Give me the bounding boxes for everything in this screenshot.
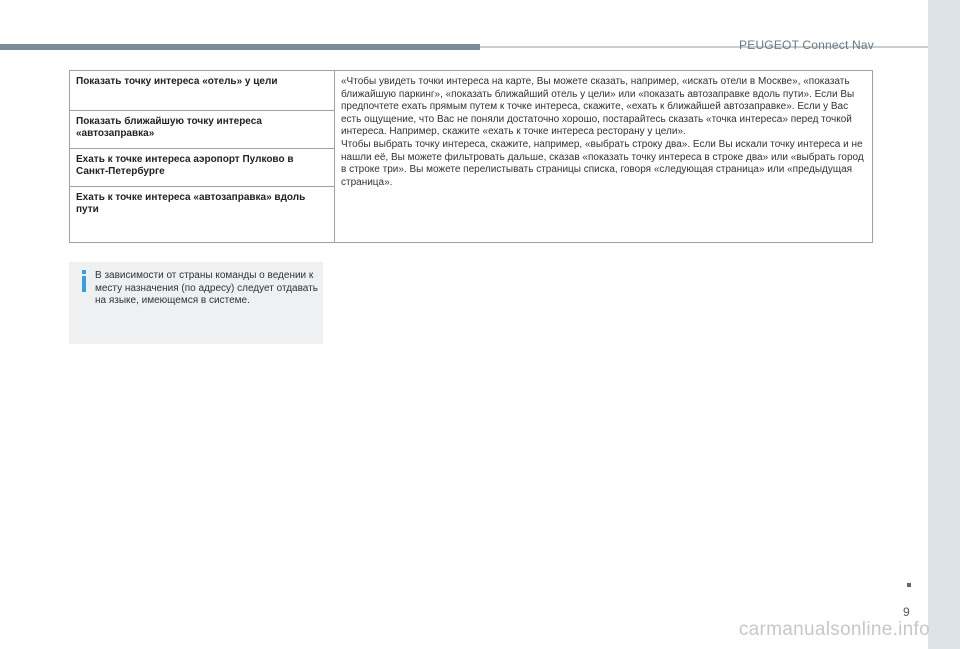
page-bullet (907, 583, 911, 587)
page-side-strip (928, 0, 960, 649)
voice-commands-table (69, 70, 873, 243)
description-cell: «Чтобы увидеть точки интереса на карте, Вы можете сказать, например, «искать отели в Москве», «показать ближайшую паркинг», «показать ближайший отель у цели» или «показать автозаправке вдоль пути». Если Вы предпочтете ехать прямым путем к точке интереса, скажите, «ехать к ближайшей автозаправке». Если у Вас есть ощущение, что Вас не поняли достаточно хорошо, постарайтесь сказать «точка интереса» перед точкой интереса. Например, скажите «ехать к точке интереса ресторану у цели». Чтобы выбрать точку интереса, скажите, например, «выбрать строку два». Если Вы искали точку интереса и не нашли её, Вы можете фильтровать дальше, сказав «показать точку интереса в строке два» или «выбрать город в строке три». Вы можете перелистывать страницы списка, говоря «следующая страница» или «предыдущая страница». (335, 71, 873, 243)
info-icon (79, 270, 89, 292)
command-cell: Показать ближайшую точку интереса «автозаправка» (70, 111, 335, 149)
page-header-title: PEUGEOT Connect Nav (739, 38, 874, 52)
command-cell: Ехать к точке интереса аэропорт Пулково в Санкт-Петербурге (70, 149, 335, 187)
command-cell: Ехать к точке интереса «автозаправка» вдоль пути (70, 187, 335, 243)
table-row (70, 71, 873, 111)
page-number: 9 (903, 605, 910, 619)
header-rule-dark (0, 44, 480, 50)
command-cell: Показать точку интереса «отель» у цели (70, 71, 335, 111)
info-note-text: В зависимости от страны команды о ведении к месту назначения (по адресу) следует отдавать на языке, имеющемся в системе. (95, 270, 318, 307)
watermark-text: carmanualsonline.info (738, 619, 930, 640)
info-note-box (69, 262, 323, 344)
